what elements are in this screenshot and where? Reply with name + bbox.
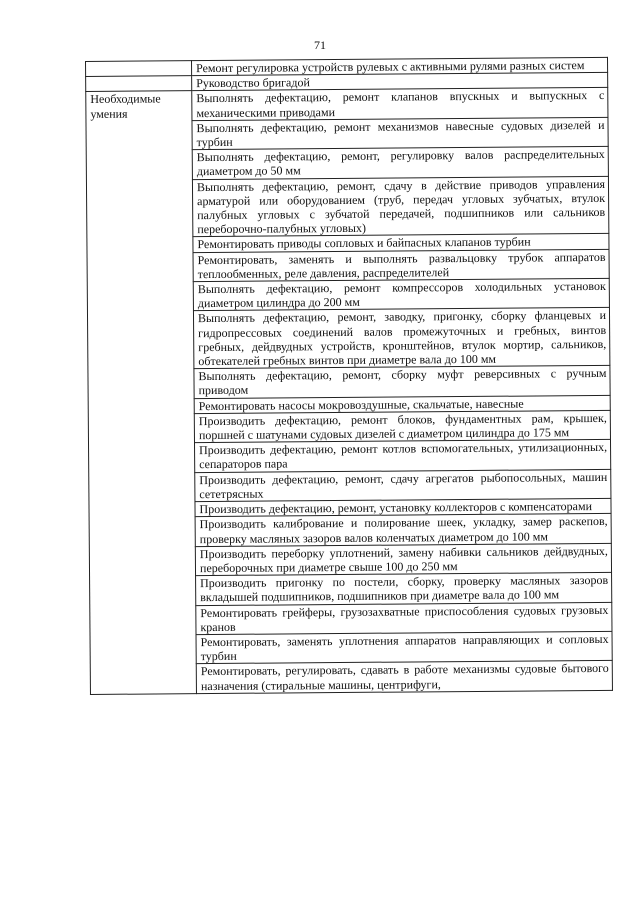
skill-cell: Производить дефектацию, ремонт блоков, фундаментных рам, крышек, поршней с шатунами судовых дизелей с диаметром цилиндра до 175 мм	[194, 410, 610, 443]
skill-cell: Производить пригонку по постели, сборку, проверку масляных зазоров вкладышей подшипников, подшипников при диаметре вала до 100 мм	[196, 572, 612, 605]
section-label-cell	[86, 91, 197, 694]
skill-cell: Выполнять дефектацию, ремонт компрессоров холодильных установок диаметром цилиндра до 200 мм	[193, 278, 609, 311]
label-cell-empty	[86, 76, 192, 92]
skills-table	[85, 57, 613, 695]
skill-cell: Выполнять дефектацию, ремонт клапанов впускных и выпускных с механическими приводами	[192, 88, 608, 121]
skill-cell: Ремонтировать грейферы, грузозахватные приспособления судовых грузовых кранов	[196, 602, 612, 635]
skill-cell: Ремонтировать, заменять и выполнять развальцовку трубок аппаратов теплообменных, реле давления, распределителей	[193, 249, 609, 282]
skill-cell: Выполнять дефектацию, ремонт, сборку муфт реверсивных с ручным приводом	[194, 366, 610, 399]
skill-cell: Производить дефектацию, ремонт, сдачу агрегатов рыбопосольных, машин сететрясных	[195, 469, 611, 502]
section-label: Необходимые умения	[90, 91, 161, 121]
skill-cell: Выполнять дефектацию, ремонт, заводку, пригонку, сборку фланцевых и гидропрессовых соединений валов промежуточных и гребных, винтов гребных, дейдвудных устройств, кронштейнов, втулок мортир, сальников, обтекателей гребных винтов при диаметре вала до 100 мм	[193, 308, 609, 369]
table-row	[86, 88, 608, 122]
skill-cell: Производить дефектацию, ремонт котлов вспомогательных, утилизационных, сепараторов пара	[195, 440, 611, 473]
page-number: 71	[314, 38, 326, 52]
skill-cell: Производить переборку уплотнений, замену набивки сальников дейдвудных, переборочных при диаметре свыше 100 до 250 мм	[195, 543, 611, 576]
skill-cell: Выполнять дефектацию, ремонт, регулировку валов распределительных диаметром до 50 мм	[192, 147, 608, 180]
skill-cell: Выполнять дефектацию, ремонт механизмов навесные судовых дизелей и турбин	[192, 117, 608, 150]
skills-table-body	[86, 57, 613, 694]
skill-cell: Выполнять дефектацию, ремонт, сдачу в действие приводов управления арматурой или оборудованием (труб, передач угловых зубчатых, втулок палубных угловых с зубчатой передачей, подшипников или сальников переборочно-палубных угловых)	[192, 176, 608, 237]
skill-cell: Производить дефектацию, ремонт, установку коллекторов с компенсаторами	[195, 498, 611, 516]
skill-cell: Ремонтировать насосы мокровоздушные, скальчатые, навесные	[194, 395, 610, 413]
skill-cell: Ремонтировать, заменять уплотнения аппаратов направляющих и сопловых турбин	[196, 631, 612, 664]
skill-cell: Производить калибрование и полирование шеек, укладку, замер раскепов, проверку масляных зазоров валов коленчатых диаметром до 100 мм	[195, 514, 611, 547]
label-cell-empty	[86, 61, 192, 77]
skill-cell: Ремонтировать, регулировать, сдавать в работе механизмы судовые бытового назначения (стиральные машины, центрифуги,	[196, 661, 612, 694]
table-cell-text: Руководство бригадой	[192, 73, 608, 91]
table-cell-text: Ремонт регулировка устройств рулевых с активными рулями разных систем	[192, 57, 608, 75]
skill-cell: Ремонтировать приводы сопловых и байпасных клапанов турбин	[193, 234, 609, 252]
